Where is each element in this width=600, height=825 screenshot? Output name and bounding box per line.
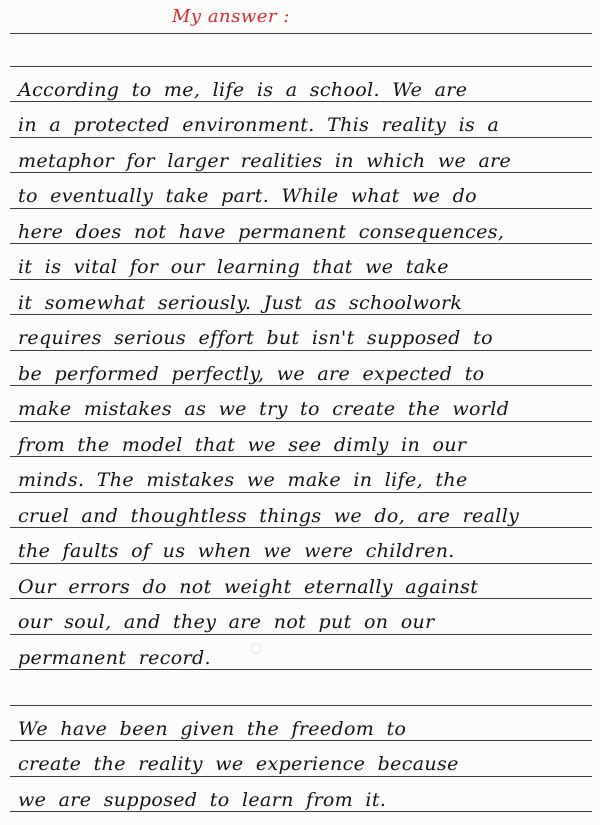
text-line: to eventually take part. While what we do: [18, 185, 477, 207]
ruled-line: [10, 634, 592, 635]
ruled-line: [10, 598, 592, 599]
text-line: the faults of us when we were children.: [18, 540, 455, 562]
text-line: requires serious effort but isn't supposed to: [18, 327, 493, 349]
ruled-line: [10, 740, 592, 741]
ruled-line: [10, 314, 592, 315]
text-line: our soul, and they are not put on our: [18, 611, 435, 633]
text-line: According to me, life is a school. We are: [18, 79, 468, 101]
ruled-line: [10, 776, 592, 777]
text-line: we are supposed to learn from it.: [18, 789, 387, 811]
show-through-mark: ○: [250, 640, 263, 656]
text-line: cruel and thoughtless things we do, are really: [18, 505, 520, 527]
text-line: permanent record.: [18, 647, 211, 669]
ruled-line: [10, 385, 592, 386]
ruled-line: [10, 208, 592, 209]
ruled-line: [10, 243, 592, 244]
ruled-line: [10, 669, 592, 670]
ruled-line: [10, 101, 592, 102]
ruled-line: [10, 33, 592, 34]
ruled-line: [10, 456, 592, 457]
text-line: from the model that we see dimly in our: [18, 434, 467, 456]
text-line: minds. The mistakes we make in life, the: [18, 469, 468, 491]
ruled-line: [10, 350, 592, 351]
ruled-line: [10, 421, 592, 422]
text-line: make mistakes as we try to create the world: [18, 398, 510, 420]
text-line: it is vital for our learning that we take: [18, 256, 449, 278]
text-line: metaphor for larger realities in which we are: [18, 150, 512, 172]
ruled-line: [10, 705, 592, 706]
ruled-line: [10, 811, 592, 812]
text-line: We have been given the freedom to: [18, 718, 407, 740]
text-line: create the reality we experience because: [18, 753, 459, 775]
ruled-line: [10, 137, 592, 138]
ruled-line: [10, 172, 592, 173]
ruled-line: [10, 66, 592, 67]
answer-heading: My answer :: [172, 6, 290, 27]
ruled-line: [10, 527, 592, 528]
text-line: it somewhat seriously. Just as schoolwork: [18, 292, 463, 314]
text-line: Our errors do not weight eternally against: [18, 576, 479, 598]
ruled-line: [10, 492, 592, 493]
text-line: be performed perfectly, we are expected to: [18, 363, 485, 385]
text-line: here does not have permanent consequences,: [18, 221, 505, 243]
ruled-line: [10, 563, 592, 564]
ruled-line: [10, 279, 592, 280]
text-line: in a protected environment. This reality is a: [18, 114, 500, 136]
